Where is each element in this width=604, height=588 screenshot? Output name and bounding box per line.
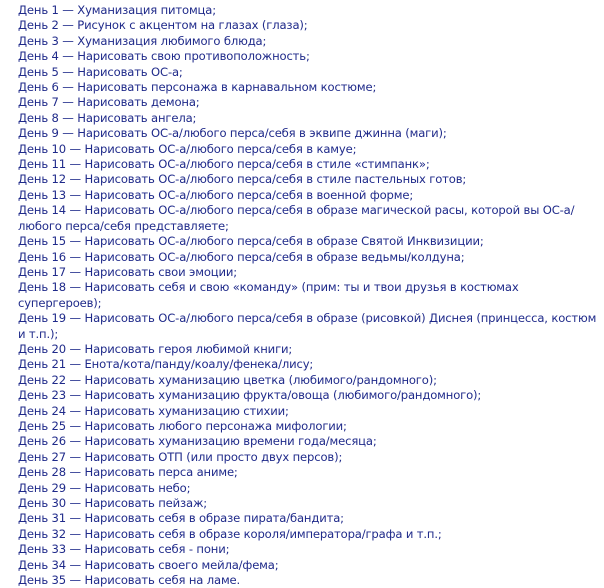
list-item-day-34: День 34 — Нарисовать своего мейла/фема; <box>18 557 279 572</box>
list-item-day-26: День 26 — Нарисовать хуманизацию времени года/месяца; <box>18 434 377 449</box>
list-item-day-7: День 7 — Нарисовать демона; <box>18 95 200 110</box>
list-item-day-19: День 19 — Нарисовать ОС-а/любого перса/себя в образе (рисовкой) Диснея (принцесса, костюм и т.п.); <box>18 311 597 341</box>
list-item-day-16: День 16 — Нарисовать ОС-а/любого перса/себя в образе ведьмы/колдуна; <box>18 249 465 264</box>
list-item-day-3: День 3 — Хуманизация любимого блюда; <box>18 33 267 48</box>
list-item-day-5: День 5 — Нарисовать ОС-а; <box>18 64 183 79</box>
list-item-day-8: День 8 — Нарисовать ангела; <box>18 110 197 125</box>
list-item-day-25: День 25 — Нарисовать любого персонажа мифологии; <box>18 418 347 433</box>
list-item-day-32: День 32 — Нарисовать себя в образе короля/императора/графа и т.п.; <box>18 526 442 541</box>
list-item-day-18: День 18 — Нарисовать себя и свою «команду» (прим: ты и твои друзья в костюмах супергероев); <box>18 280 519 310</box>
list-item-day-14: День 14 — Нарисовать ОС-а/любого перса/себя в образе магической расы, которой вы ОС-а/любого перса/себя представляете; <box>18 203 575 233</box>
list-item-day-6: День 6 — Нарисовать персонажа в карнавальном костюме; <box>18 80 377 95</box>
list-item-day-4: День 4 — Нарисовать свою противоположность; <box>18 49 310 64</box>
list-item-day-30: День 30 — Нарисовать пейзаж; <box>18 496 208 510</box>
list-item-day-31: День 31 — Нарисовать себя в образе пирата/бандита; <box>18 511 344 526</box>
list-item-day-9: День 9 — Нарисовать ОС-а/любого перса/себя в эквипе джинна (маги); <box>18 126 447 141</box>
list-item-day-21: День 21 — Енота/кота/панду/коалу/фенека/лису; <box>18 357 314 372</box>
list-item-day-20: День 20 — Нарисовать героя любимой книги; <box>18 341 293 356</box>
list-item-day-24: День 24 — Нарисовать хуманизацию стихии; <box>18 403 289 418</box>
list-item-day-15: День 15 — Нарисовать ОС-а/любого перса/себя в образе Святой Инквизиции; <box>18 234 484 249</box>
list-item-day-33: День 33 — Нарисовать себя - пони; <box>18 542 230 557</box>
list-item-day-11: День 11 — Нарисовать ОС-а/любого перса/себя в стиле «стимпанк»; <box>18 157 430 172</box>
list-item-day-12: День 12 — Нарисовать ОС-а/любого перса/себя в стиле пастельных готов; <box>18 172 467 187</box>
list-item-day-28: День 28 — Нарисовать перса аниме; <box>18 465 238 480</box>
list-item-day-10: День 10 — Нарисовать ОС-а/любого перса/себя в камуе; <box>18 141 357 156</box>
list-item-day-17: День 17 — Нарисовать свои эмоции; <box>18 264 238 279</box>
list-item-day-2: День 2 — Рисунок с акцентом на глазах (глаза); <box>18 18 308 33</box>
list-item-day-1: День 1 — Хуманизация питомца; <box>18 3 217 17</box>
list-item-day-29: День 29 — Нарисовать небо; <box>18 480 191 495</box>
list-item-day-22: День 22 — Нарисовать хуманизацию цветка (любимого/рандомного); <box>18 372 437 387</box>
list-item-day-27: День 27 — Нарисовать ОТП (или просто двух персов); <box>18 449 343 464</box>
list-item-day-23: День 23 — Нарисовать хуманизацию фрукта/овоща (любимого/рандомного); <box>18 388 482 403</box>
list-item-day-35: День 35 — Нарисовать себя на ламе. <box>18 573 241 588</box>
challenge-list <box>18 3 600 588</box>
list-item-day-13: День 13 — Нарисовать ОС-а/любого перса/себя в военной форме; <box>18 187 414 202</box>
